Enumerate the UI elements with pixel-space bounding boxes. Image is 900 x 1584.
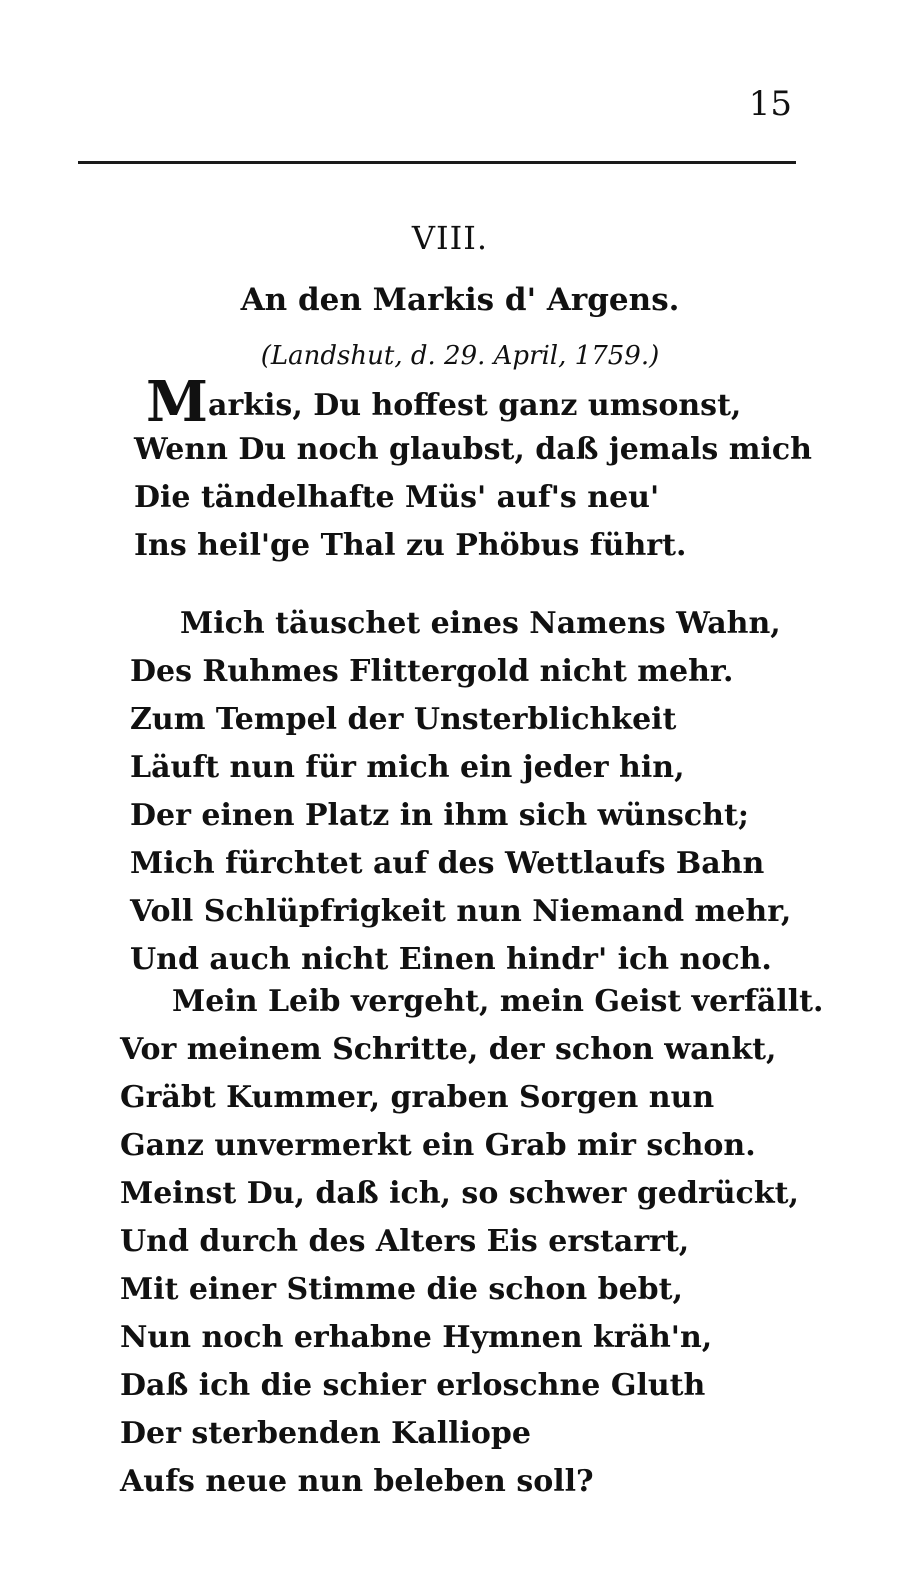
poem-line: Nun noch erhabne Hymnen kräh'n, [120, 1320, 713, 1355]
section-number: VIII. [411, 219, 489, 257]
poem-line: Zum Tempel der Unsterblichkeit [130, 702, 677, 737]
poem-line: Läuft nun für mich ein jeder hin, [130, 750, 685, 785]
poem-line: Ganz unvermerkt ein Grab mir schon. [120, 1128, 756, 1163]
poem-line: Markis, Du hoffest ganz umsonst, [146, 369, 742, 435]
poem-line: Und auch nicht Einen hindr' ich noch. [130, 942, 772, 977]
stanza-3 [120, 978, 824, 1506]
poem-line: Mit einer Stimme die schon bebt, [120, 1272, 683, 1307]
poem-line: Gräbt Kummer, graben Sorgen nun [120, 1080, 715, 1115]
poem-line: Mein Leib vergeht, mein Geist verfällt. [172, 984, 824, 1019]
poem-line: Wenn Du noch glaubst, daß jemals mich [134, 432, 812, 467]
poem-line: Und durch des Alters Eis erstarrt, [120, 1224, 690, 1259]
poem-line: Daß ich die schier erloschne Gluth [120, 1368, 706, 1403]
poem-line: Meinst Du, daß ich, so schwer gedrückt, [120, 1176, 799, 1211]
poem-line: Der sterbenden Kalliope [120, 1416, 531, 1451]
stanza-2 [130, 600, 830, 984]
poem-line: Vor meinem Schritte, der schon wankt, [120, 1032, 777, 1067]
poem-title: An den Markis d' Argens. [240, 282, 680, 318]
drop-initial: M [146, 369, 208, 435]
poem-line: Ins heil'ge Thal zu Phöbus führt. [134, 528, 687, 563]
poem-line: Mich täuschet eines Namens Wahn, [180, 606, 781, 641]
poem-line: Des Ruhmes Flittergold nicht mehr. [130, 654, 734, 689]
header-rule [78, 161, 796, 164]
poem-line: Voll Schlüpfrigkeit nun Niemand mehr, [130, 894, 792, 929]
poem-line: Aufs neue nun beleben soll? [120, 1464, 594, 1499]
page-number: 15 [748, 84, 792, 124]
poem-dateline: (Landshut, d. 29. April, 1759.) [260, 341, 660, 371]
poem-line: Die tändelhafte Müs' auf's neu' [134, 480, 660, 515]
stanza-1 [134, 369, 834, 570]
poem-line: Mich fürchtet auf des Wettlaufs Bahn [130, 846, 765, 881]
poem-line: Der einen Platz in ihm sich wünscht; [130, 798, 749, 833]
